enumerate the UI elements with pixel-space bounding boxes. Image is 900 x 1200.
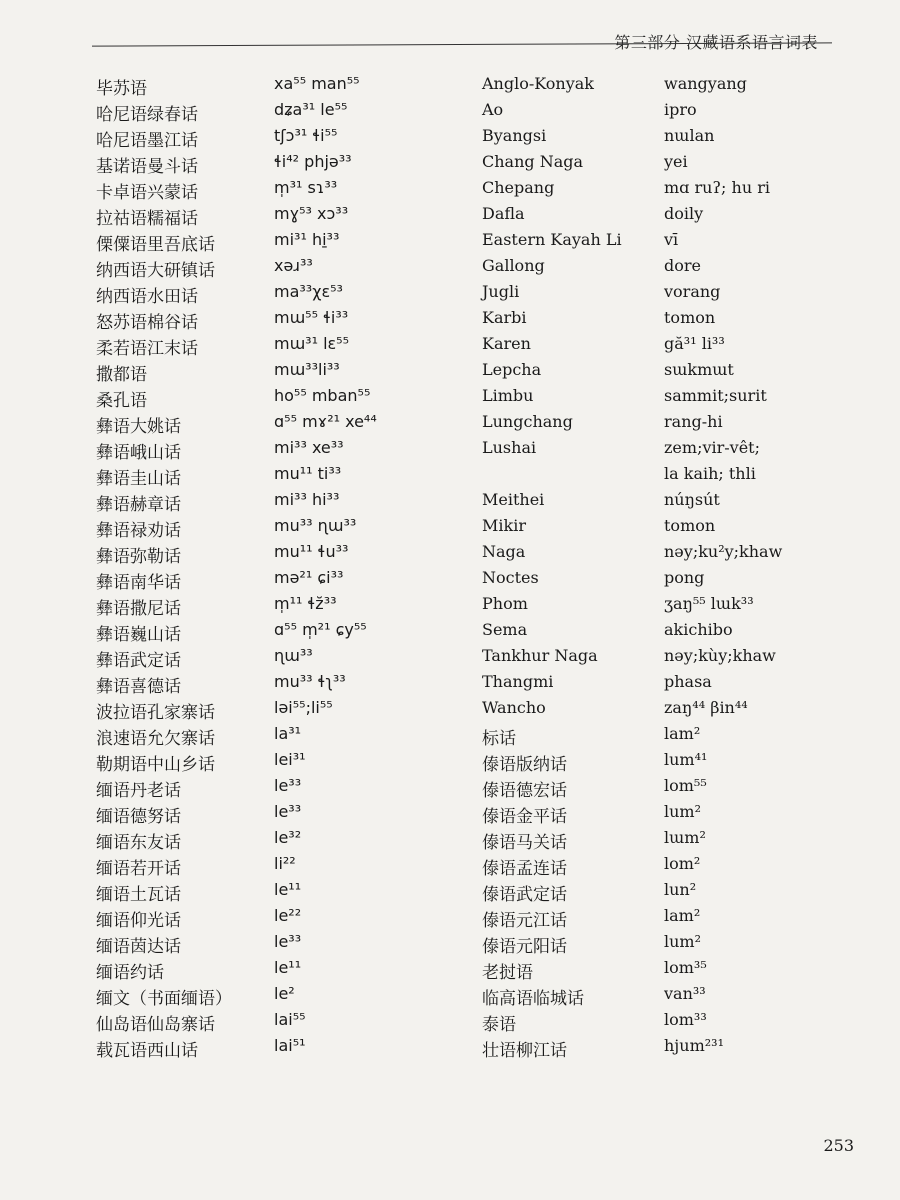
language-name: 缅语东友话 [96, 833, 181, 853]
language-name: 傣语金平话 [482, 807, 567, 827]
word-form: ʒaŋ⁵⁵ lɯk³³ [664, 594, 754, 613]
word-form: hjum²³¹ [664, 1036, 724, 1055]
language-name: 桑孔语 [96, 391, 147, 411]
language-name: Jugli [482, 282, 520, 301]
language-name: 傣语德宏话 [482, 781, 567, 801]
language-name: 波拉语孔家寨话 [96, 703, 215, 723]
language-name: 傈僳语里吾底话 [96, 235, 215, 255]
language-name: Byangsi [482, 126, 547, 145]
language-name: 哈尼语墨江话 [96, 131, 198, 151]
word-form: gă³¹ li³³ [664, 334, 725, 353]
word-form: lum² [664, 802, 702, 821]
word-form: lum² [664, 932, 702, 951]
word-form: lun² [664, 880, 697, 899]
word-form: ho⁵⁵ mban⁵⁵ [274, 386, 371, 405]
language-name: Tankhur Naga [482, 646, 598, 665]
word-form: lom⁵⁵ [664, 776, 707, 795]
language-name: Thangmi [482, 672, 554, 691]
word-form: dʑa³¹ le⁵⁵ [274, 100, 348, 119]
language-name: 卡卓语兴蒙话 [96, 183, 198, 203]
language-name: 缅语茵达话 [96, 937, 181, 957]
language-name: 傣语孟连话 [482, 859, 567, 879]
word-form: dore [664, 256, 701, 275]
word-form: ləi⁵⁵;li⁵⁵ [274, 698, 333, 717]
language-name: 临高语临城话 [482, 989, 584, 1009]
language-name: Wancho [482, 698, 546, 717]
language-name: 拉祜语糯福话 [96, 209, 198, 229]
word-form: le¹¹ [274, 880, 302, 899]
language-name: 缅语仰光话 [96, 911, 181, 931]
word-form: sammit;surit [664, 386, 767, 405]
language-name: Lushai [482, 438, 537, 457]
word-form: la³¹ [274, 724, 302, 743]
word-form: le³² [274, 828, 302, 847]
word-form: ɑ⁵⁵ m̩²¹ ɕy⁵⁵ [274, 620, 367, 639]
word-form: mu³³ ɬʅ³³ [274, 672, 346, 691]
word-form: vorang [664, 282, 721, 301]
language-name: 彝语喜德话 [96, 677, 181, 697]
language-name: 仙岛语仙岛寨话 [96, 1015, 215, 1035]
language-name: 浪速语允欠寨话 [96, 729, 215, 749]
word-form: mɑ ruʔ; hu ri [664, 178, 770, 197]
language-name: 傣语武定话 [482, 885, 567, 905]
word-form: zaŋ⁴⁴ βin⁴⁴ [664, 698, 748, 717]
language-name: 撒都语 [96, 365, 147, 385]
word-form: la kaih; thli [664, 464, 756, 483]
word-form: mɣ⁵³ xɔ³³ [274, 204, 349, 223]
page-number: 253 [823, 1136, 854, 1155]
language-name: 基诺语曼斗话 [96, 157, 198, 177]
word-form: phasa [664, 672, 712, 691]
word-form: ma³³χɛ⁵³ [274, 282, 343, 301]
language-name: 缅语德努话 [96, 807, 181, 827]
word-form: wangyang [664, 74, 747, 93]
language-name: Chepang [482, 178, 555, 197]
word-form: lai⁵⁵ [274, 1010, 306, 1029]
word-form: mu³³ ɳɯ³³ [274, 516, 357, 535]
language-name: 标话 [482, 729, 516, 749]
word-form: lom³³ [664, 1010, 707, 1029]
language-name: Anglo-Konyak [482, 74, 594, 93]
language-name: Karbi [482, 308, 527, 327]
word-form: tʃɔ³¹ ɬi⁵⁵ [274, 126, 338, 145]
language-name: Eastern Kayah Li [482, 230, 622, 249]
word-form: mu¹¹ ti³³ [274, 464, 342, 483]
language-name: 彝语撒尼话 [96, 599, 181, 619]
language-name: Chang Naga [482, 152, 584, 171]
word-form: van³³ [664, 984, 706, 1003]
word-form: sɯkmɯt [664, 360, 734, 379]
language-name: 傣语版纳话 [482, 755, 567, 775]
language-name: 怒苏语棉谷话 [96, 313, 198, 333]
word-form: lom² [664, 854, 701, 873]
language-name: 勒期语中山乡话 [96, 755, 215, 775]
word-form: ipro [664, 100, 697, 119]
language-name: 老挝语 [482, 963, 533, 983]
language-name: 壮语柳江话 [482, 1041, 567, 1061]
language-name: 缅语若开话 [96, 859, 181, 879]
language-name: 缅语丹老话 [96, 781, 181, 801]
language-name: 泰语 [482, 1015, 516, 1035]
language-name: 彝语禄劝话 [96, 521, 181, 541]
word-form: mi³¹ hi̱³³ [274, 230, 340, 249]
word-form: ɑ⁵⁵ mɤ²¹ xe⁴⁴ [274, 412, 377, 431]
language-name: 彝语弥勒话 [96, 547, 181, 567]
language-name: 纳西语水田话 [96, 287, 198, 307]
word-form: le³³ [274, 776, 302, 795]
word-form: ɳɯ³³ [274, 646, 313, 665]
word-form: le² [274, 984, 295, 1003]
language-name: Limbu [482, 386, 534, 405]
language-name: 傣语马关话 [482, 833, 567, 853]
language-name: Naga [482, 542, 526, 561]
language-name: 彝语南华话 [96, 573, 181, 593]
word-form: lum⁴¹ [664, 750, 708, 769]
language-name: Sema [482, 620, 528, 639]
word-form: rang-hi [664, 412, 723, 431]
language-name: 彝语武定话 [96, 651, 181, 671]
word-form: tomon [664, 516, 716, 535]
language-name: Ao [482, 100, 504, 119]
word-form: lam² [664, 724, 701, 743]
word-form: le³³ [274, 802, 302, 821]
language-name: Meithei [482, 490, 545, 509]
word-form: mə²¹ ɕi³³ [274, 568, 344, 587]
language-name: 傣语元阳话 [482, 937, 567, 957]
word-form: xa⁵⁵ man⁵⁵ [274, 74, 360, 93]
language-name: Mikir [482, 516, 526, 535]
language-name: 纳西语大研镇话 [96, 261, 215, 281]
language-name: 彝语峨山话 [96, 443, 181, 463]
word-form: doily [664, 204, 704, 223]
word-form: pong [664, 568, 705, 587]
word-form: lɯm² [664, 828, 706, 847]
language-name: Dafla [482, 204, 525, 223]
language-name: Lepcha [482, 360, 542, 379]
word-form: le¹¹ [274, 958, 302, 977]
word-form: mɯ⁵⁵ ɬi³³ [274, 308, 349, 327]
word-form: tomon [664, 308, 716, 327]
word-form: lom³⁵ [664, 958, 707, 977]
word-form: le³³ [274, 932, 302, 951]
language-name: 柔若语江末话 [96, 339, 198, 359]
language-name: 彝语圭山话 [96, 469, 181, 489]
language-name: 缅语土瓦话 [96, 885, 181, 905]
word-form: mu¹¹ ɬu³³ [274, 542, 349, 561]
word-form: m̩¹¹ ɬz̆³³ [274, 594, 337, 613]
word-form: akichibo [664, 620, 733, 639]
word-form: mi³³ xe³³ [274, 438, 344, 457]
language-name: Karen [482, 334, 531, 353]
word-form: yei [664, 152, 688, 171]
language-name: 傣语元江话 [482, 911, 567, 931]
language-name: 毕苏语 [96, 79, 147, 99]
word-form: núŋsút [664, 490, 720, 509]
word-form: lei³¹ [274, 750, 306, 769]
word-form: mɯ³³li³³ [274, 360, 340, 379]
word-form: lai⁵¹ [274, 1036, 306, 1055]
language-name: Gallong [482, 256, 545, 275]
language-name: 缅文（书面缅语） [96, 989, 232, 1009]
language-name: 缅语约话 [96, 963, 164, 983]
word-form: zem;vir-vêt; [664, 438, 760, 457]
word-form: m̩³¹ sɿ³³ [274, 178, 338, 197]
word-form: mi³³ hi³³ [274, 490, 340, 509]
word-form: nɯlan [664, 126, 715, 145]
language-name: Phom [482, 594, 528, 613]
running-header: 第三部分 汉藏语系语言词表 [614, 33, 818, 52]
word-form: xəɹ³³ [274, 256, 313, 275]
language-name: 彝语赫章话 [96, 495, 181, 515]
word-form: mɯ³¹ lɛ⁵⁵ [274, 334, 350, 353]
language-name: 彝语大姚话 [96, 417, 181, 437]
word-form: nəy;kùy;khaw [664, 646, 776, 665]
word-form: ɬi⁴² phjə³³ [274, 152, 352, 171]
language-name: Noctes [482, 568, 539, 587]
word-form: lam² [664, 906, 701, 925]
word-form: li²² [274, 854, 296, 873]
language-name: Lungchang [482, 412, 573, 431]
language-name: 哈尼语绿春话 [96, 105, 198, 125]
word-form: vī [664, 230, 679, 249]
word-form: nəy;ku²y;khaw [664, 542, 783, 561]
language-name: 载瓦语西山话 [96, 1041, 198, 1061]
language-name: 彝语巍山话 [96, 625, 181, 645]
word-form: le²² [274, 906, 302, 925]
